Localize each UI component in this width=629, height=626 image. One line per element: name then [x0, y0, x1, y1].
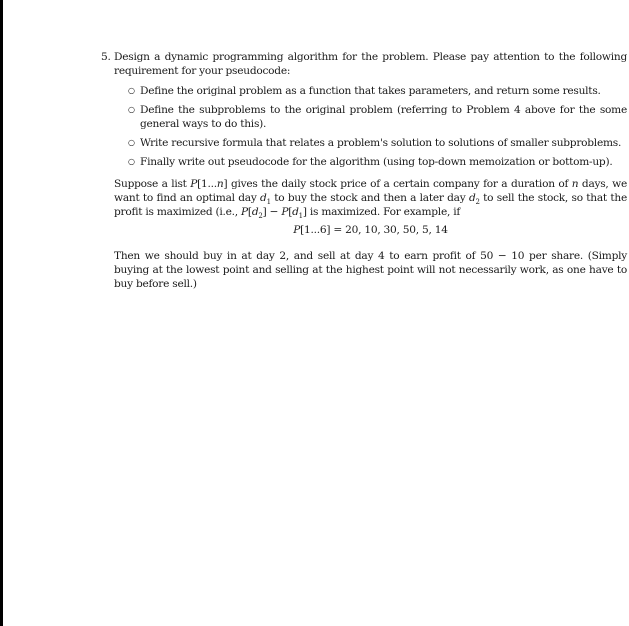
- desc-var: P: [190, 178, 198, 190]
- requirement-text: Finally write out pseudocode for the algorithm (using top-down memoization or bottom-up).: [140, 156, 613, 168]
- desc-var: d: [468, 192, 476, 204]
- desc-var: d: [292, 206, 299, 218]
- desc-var: d: [260, 192, 267, 204]
- desc-text: [: [247, 206, 252, 218]
- requirement-text: Define the original problem as a function that takes parameters, and return some results.: [140, 85, 601, 97]
- desc-subscript: 1: [298, 212, 303, 221]
- formula-var: P: [293, 224, 301, 236]
- desc-text: Suppose a list: [114, 178, 191, 190]
- requirement-item: [128, 155, 627, 169]
- desc-subscript: 2: [258, 212, 263, 221]
- left-edge-border: [0, 0, 3, 626]
- requirements-list: [128, 84, 627, 169]
- desc-text: [: [288, 206, 293, 218]
- desc-var: P: [281, 206, 289, 218]
- example-explanation: Then we should buy in at day 2, and sell at day 4 to earn profit of 50 − 10 per share. (Simply buying at the lowest point and selling at the highest point will not necessarily work, as one have to buy before sell.): [114, 250, 627, 290]
- desc-text: ] is maximized. For example, if: [302, 206, 461, 218]
- formula-text: [1...6] = 20, 10, 30, 50, 5, 14: [300, 224, 448, 236]
- problem-description: [114, 177, 627, 219]
- hollow-bullet-icon: ○: [128, 157, 135, 166]
- desc-subscript: 1: [266, 198, 271, 207]
- desc-var: P: [241, 206, 248, 218]
- requirement-text: Define the subproblems to the original problem (referring to Problem 4 above for the some general ways to do this).: [140, 104, 627, 130]
- requirement-item: [128, 84, 627, 98]
- desc-var: n: [571, 178, 579, 190]
- desc-text: ] gives the daily stock price of a certain company for a duration of: [223, 178, 572, 190]
- problem-number: 5.: [101, 51, 111, 63]
- desc-subscript: 2: [475, 198, 480, 207]
- desc-text: [1...: [197, 178, 217, 190]
- requirement-item: [128, 136, 627, 150]
- desc-text: to buy the stock and then a later day: [270, 192, 469, 204]
- requirement-item: [128, 103, 627, 131]
- desc-text: days, we want to find an optimal day: [114, 178, 627, 204]
- desc-text: to sell the stock, so that the profit is maximized (i.e.,: [114, 192, 627, 218]
- problem-header: [101, 50, 627, 78]
- desc-var: n: [216, 178, 224, 190]
- hollow-bullet-icon: ○: [128, 105, 135, 114]
- desc-var: d: [251, 206, 259, 218]
- example-formula: [114, 223, 627, 237]
- requirement-text: Write recursive formula that relates a problem's solution to solutions of smaller subproblems.: [140, 137, 622, 149]
- problem-document: [101, 50, 627, 291]
- desc-text: ] −: [262, 206, 282, 218]
- problem-heading: Design a dynamic programming algorithm for the problem. Please pay attention to the following requirement for your pseudocode:: [114, 51, 627, 77]
- hollow-bullet-icon: ○: [128, 138, 135, 147]
- hollow-bullet-icon: ○: [128, 86, 135, 95]
